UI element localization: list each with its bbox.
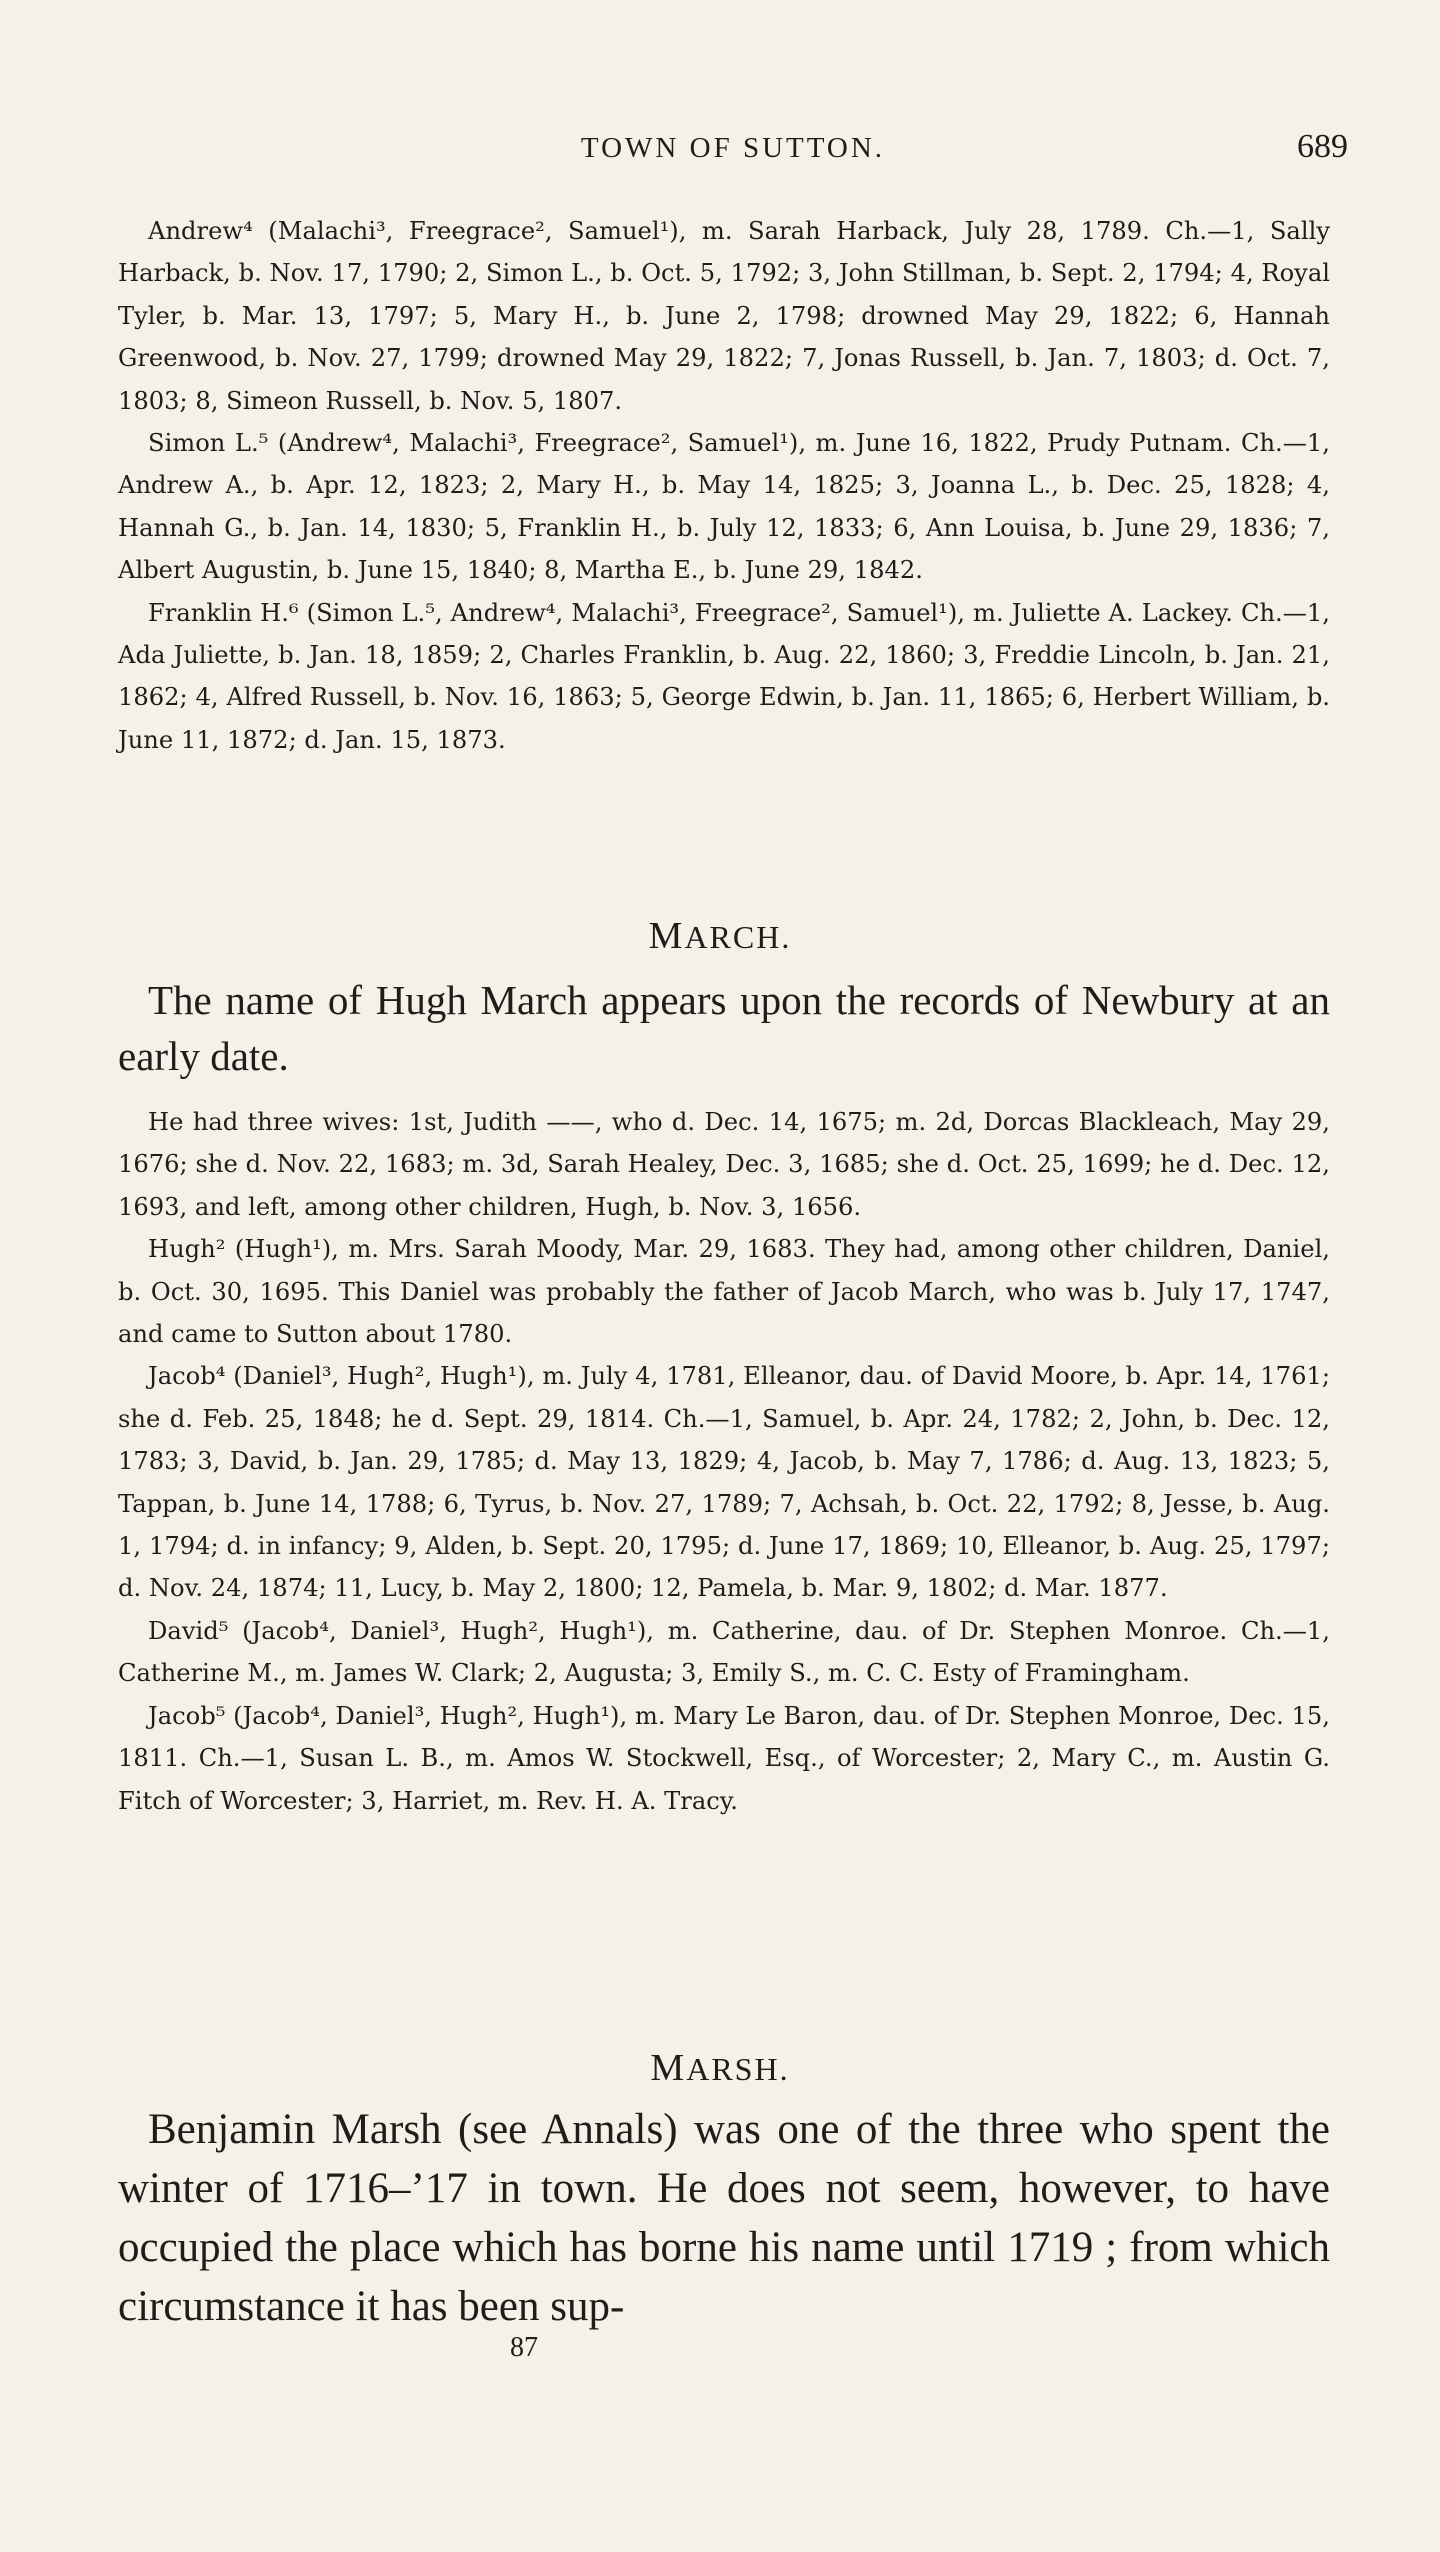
march-heading-initial: M bbox=[648, 915, 685, 957]
marsh-heading bbox=[0, 2046, 1440, 2090]
entry-franklin: Franklin H.⁶ (Simon L.⁵, Andrew⁴, Malachi³, Freegrace², Samuel¹), m. Juliette A. Lackey. Ch.—1, Ada Juliette, b. Jan. 18, 1859; 2, Charles Franklin, b. Aug. 22, 1860; 3, Freddie Lincoln, b. Jan. 21, 1862; 4, Alfred Russell, b. Nov. 16, 1863; 5, George Edwin, b. Jan. 11, 1865; 6, Herbert William, b. June 11, 1872; d. Jan. 15, 1873. bbox=[118, 598, 1330, 754]
entry-andrew: Andrew⁴ (Malachi³, Freegrace², Samuel¹), m. Sarah Harback, July 28, 1789. Ch.—1, Sally Harback, b. Nov. 17, 1790; 2, Simon L., b. Oct. 5, 1792; 3, John Stillman, b. Sept. 2, 1794; 4, Royal Tyler, b. Mar. 13, 1797; 5, Mary H., b. June 2, 1798; drowned May 29, 1822; 6, Hannah Greenwood, b. Nov. 27, 1799; drowned May 29, 1822; 7, Jonas Russell, b. Jan. 7, 1803; d. Oct. 7, 1803; 8, Simeon Russell, b. Nov. 5, 1807. bbox=[118, 217, 1330, 415]
entry-hugh-2: Hugh² (Hugh¹), m. Mrs. Sarah Moody, Mar. 29, 1683. They had, among other children, Daniel, b. Oct. 30, 1695. This Daniel was probably the father of Jacob March, who was b. July 17, 1747, and came to Sutton about 1780. bbox=[118, 1235, 1330, 1349]
march-intro bbox=[118, 972, 1330, 1084]
signature-mark: 87 bbox=[510, 2332, 538, 2363]
page-number: 689 bbox=[1297, 128, 1348, 165]
marsh-intro-text: Benjamin Marsh (see Annals) was one of the three who spent the winter of 1716–’17 in town. He does not seem, however, to have occupied the place which has borne his name until 1719 ; from which circumstance it has been sup- bbox=[118, 2106, 1330, 2330]
entry-hugh-1: He had three wives: 1st, Judith ——, who d. Dec. 14, 1675; m. 2d, Dorcas Blackleach, May 29, 1676; she d. Nov. 22, 1683; m. 3d, Sarah Healey, Dec. 3, 1685; she d. Oct. 25, 1699; he d. Dec. 12, 1693, and left, among other children, Hugh, b. Nov. 3, 1656. bbox=[118, 1108, 1330, 1221]
entry-jacob-4: Jacob⁴ (Daniel³, Hugh², Hugh¹), m. July 4, 1781, Elleanor, dau. of David Moore, b. Apr. 14, 1761; she d. Feb. 25, 1848; he d. Sept. 29, 1814. Ch.—1, Samuel, b. Apr. 24, 1782; 2, John, b. Dec. 12, 1783; 3, David, b. Jan. 29, 1785; d. May 13, 1829; 4, Jacob, b. May 7, 1786; d. Aug. 13, 1823; 5, Tappan, b. June 14, 1788; 6, Tyrus, b. Nov. 27, 1789; 7, Achsah, b. Oct. 22, 1792; 8, Jesse, b. Aug. 1, 1794; d. in infancy; 9, Alden, b. Sept. 20, 1795; d. June 17, 1869; 10, Elleanor, b. Aug. 25, 1797; d. Nov. 24, 1874; 11, Lucy, b. May 2, 1800; 12, Pamela, b. Mar. 9, 1802; d. Mar. 1877. bbox=[118, 1362, 1330, 1603]
marsh-heading-initial: M bbox=[650, 2047, 687, 2089]
march-intro-text: The name of Hugh March appears upon the records of Newbury at an early date. bbox=[118, 977, 1330, 1079]
entry-simon: Simon L.⁵ (Andrew⁴, Malachi³, Freegrace², Samuel¹), m. June 16, 1822, Prudy Putnam. Ch.—1, Andrew A., b. Apr. 12, 1823; 2, Mary H., b. May 14, 1825; 3, Joanna L., b. Dec. 25, 1828; 4, Hannah G., b. Jan. 14, 1830; 5, Franklin H., b. July 12, 1833; 6, Ann Louisa, b. June 29, 1836; 7, Albert Augustin, b. June 15, 1840; 8, Martha E., b. June 29, 1842. bbox=[118, 429, 1330, 585]
genealogy-section-upper bbox=[118, 210, 1330, 761]
march-heading bbox=[0, 914, 1440, 958]
march-entries bbox=[118, 1101, 1330, 1822]
march-heading-rest: ARCH. bbox=[684, 919, 792, 955]
marsh-heading-rest: ARSH. bbox=[686, 2051, 790, 2087]
entry-david-5: David⁵ (Jacob⁴, Daniel³, Hugh², Hugh¹), m. Catherine, dau. of Dr. Stephen Monroe. Ch.—1, Catherine M., m. James W. Clark; 2, Augusta; 3, Emily S., m. C. C. Esty of Framingham. bbox=[118, 1616, 1330, 1688]
entry-jacob-5: Jacob⁵ (Jacob⁴, Daniel³, Hugh², Hugh¹), m. Mary Le Baron, dau. of Dr. Stephen Monroe, Dec. 15, 1811. Ch.—1, Susan L. B., m. Amos W. Stockwell, Esq., of Worcester; 2, Mary C., m. Austin G. Fitch of Worcester; 3, Harriet, m. Rev. H. A. Tracy. bbox=[118, 1701, 1330, 1815]
running-header bbox=[118, 128, 1348, 176]
marsh-intro bbox=[118, 2100, 1330, 2336]
running-title: TOWN OF SUTTON. bbox=[580, 132, 886, 164]
